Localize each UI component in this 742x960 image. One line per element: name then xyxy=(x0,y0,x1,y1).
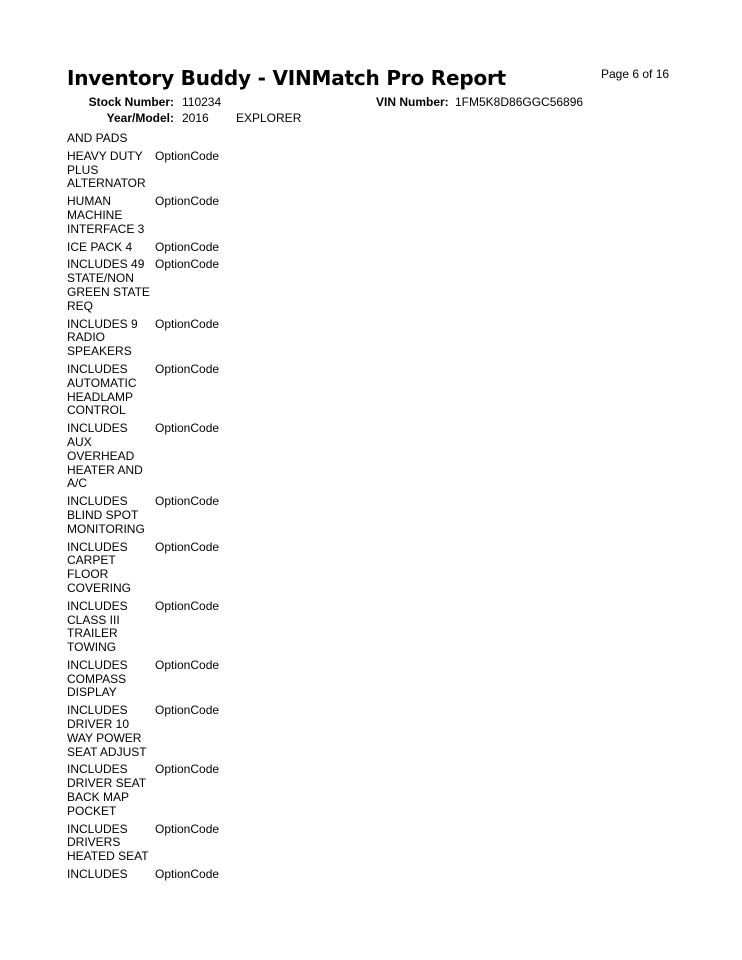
option-row xyxy=(67,150,367,191)
option-row xyxy=(67,422,367,491)
vin-number-label: VIN Number: xyxy=(376,95,449,109)
option-type: OptionCode xyxy=(155,494,220,509)
option-name: INCLUDES DRIVERS HEATED SEAT xyxy=(67,821,149,864)
option-row xyxy=(67,868,367,882)
vin-number-value: 1FM5K8D86GGC56896 xyxy=(455,95,584,109)
option-row xyxy=(67,195,367,236)
stock-number-label: Stock Number: xyxy=(88,95,174,109)
option-name: INCLUDES BLIND SPOT MONITORING xyxy=(67,494,145,536)
option-name: INCLUDES 49 STATE/NON GREEN STATE REQ xyxy=(67,257,150,313)
option-row xyxy=(67,763,367,818)
option-row xyxy=(67,541,367,596)
option-name: INCLUDES CLASS III TRAILER TOWING xyxy=(67,598,128,655)
option-row xyxy=(67,704,367,759)
page-indicator: Page 6 of 16 xyxy=(601,67,670,81)
option-type: OptionCode xyxy=(155,867,220,882)
option-type: OptionCode xyxy=(155,657,220,672)
option-row xyxy=(67,318,367,359)
option-type: OptionCode xyxy=(155,257,220,272)
option-name: INCLUDES CARPET FLOOR COVERING xyxy=(67,539,132,595)
option-row xyxy=(67,659,367,700)
option-name: HUMAN MACHINE INTERFACE 3 xyxy=(67,194,145,236)
option-name: ICE PACK 4 xyxy=(67,239,133,254)
option-name: HEAVY DUTY PLUS ALTERNATOR xyxy=(67,148,146,191)
option-row xyxy=(67,258,367,313)
option-name: INCLUDES AUTOMATIC HEADLAMP CONTROL xyxy=(67,361,137,418)
option-type: OptionCode xyxy=(155,148,220,163)
option-type: OptionCode xyxy=(155,194,220,209)
option-name: INCLUDES 9 RADIO SPEAKERS xyxy=(67,316,138,359)
option-type: OptionCode xyxy=(155,703,220,718)
option-type: OptionCode xyxy=(155,539,220,554)
option-type: OptionCode xyxy=(155,421,220,436)
year-value: 2016 xyxy=(182,111,209,125)
option-type: OptionCode xyxy=(155,821,220,836)
option-name: AND PADS xyxy=(67,131,128,145)
options-list xyxy=(67,132,367,886)
option-row xyxy=(67,495,367,536)
option-row xyxy=(67,241,367,255)
year-model-label: Year/Model: xyxy=(106,111,174,125)
model-value: EXPLORER xyxy=(236,111,302,125)
option-type: OptionCode xyxy=(155,361,220,376)
option-name: INCLUDES AUX OVERHEAD HEATER AND A/C xyxy=(67,421,143,491)
option-type: OptionCode xyxy=(155,762,220,777)
report-title: Inventory Buddy - VINMatch Pro Report xyxy=(67,66,507,90)
option-name: INCLUDES DRIVER 10 WAY POWER SEAT ADJUST xyxy=(67,703,147,759)
option-row xyxy=(67,823,367,864)
option-type: OptionCode xyxy=(155,598,220,613)
option-name: INCLUDES DRIVER SEAT BACK MAP POCKET xyxy=(67,762,146,818)
stock-number-value: 110234 xyxy=(182,95,222,109)
option-row xyxy=(67,363,367,418)
option-type: OptionCode xyxy=(155,316,220,331)
option-row xyxy=(67,600,367,655)
option-name: INCLUDES xyxy=(67,867,128,882)
option-type: OptionCode xyxy=(155,239,220,254)
option-name: INCLUDES COMPASS DISPLAY xyxy=(67,657,128,700)
option-row xyxy=(67,132,367,146)
